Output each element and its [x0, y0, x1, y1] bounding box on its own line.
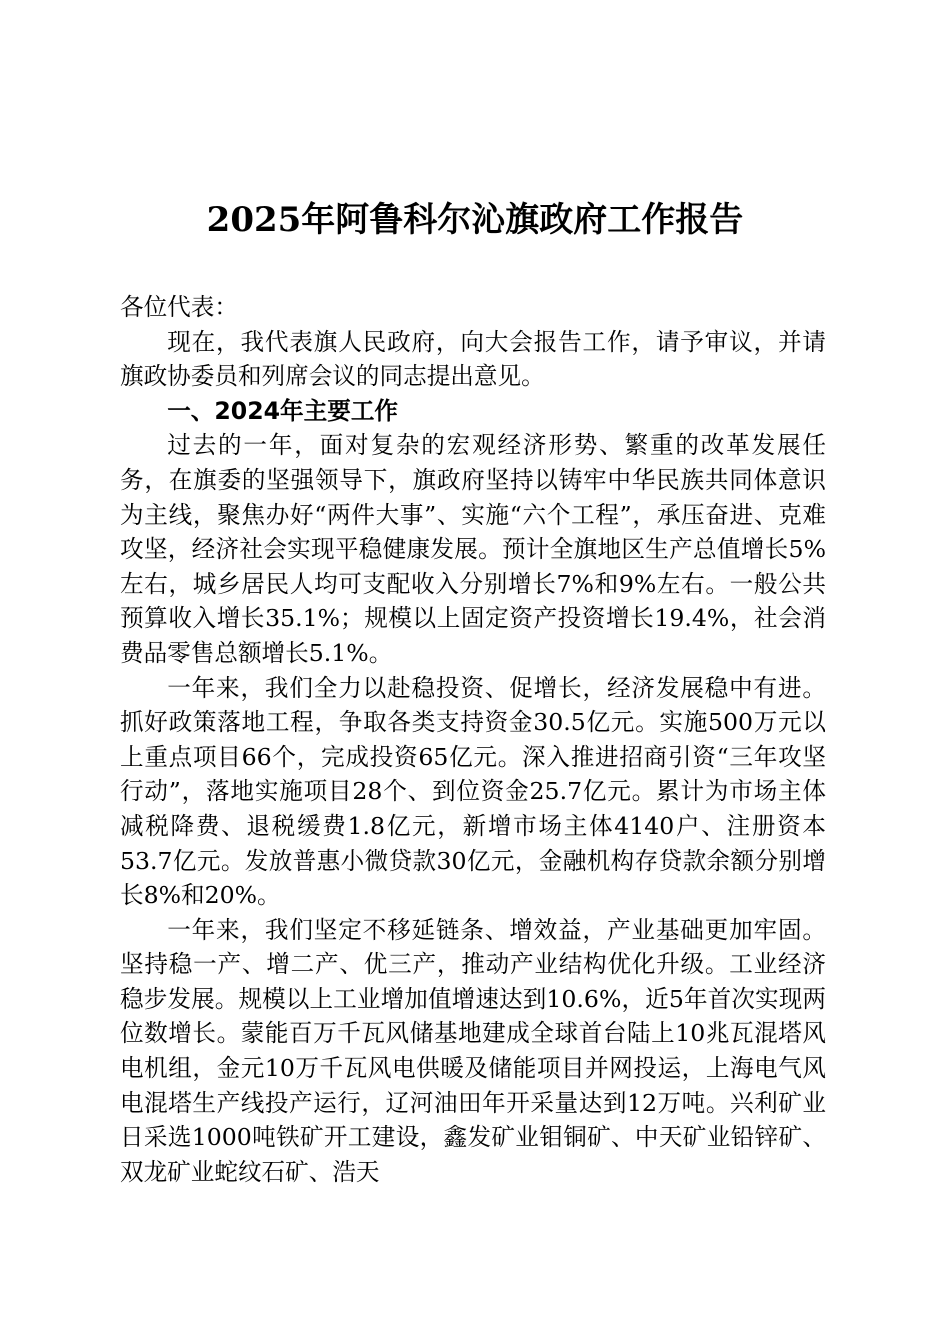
document-title: 2025年阿鲁科尔沁旗政府工作报告 — [206, 200, 744, 240]
section-heading: 一、2024年主要工作 — [167, 396, 399, 425]
section-paragraph-overview: 过去的一年，面对复杂的宏观经济形势、繁重的改革发展任务，在旗委的坚强领导下，旗政府坚持以铸牢中华民族共同体意识为主线，聚焦办好“两件大事”、实施“六个工程”，承压奋进、克难攻坚，经济社会实现平稳健康发展。预计全旗地区生产总值增长5%左右，城乡居民人均可支配收入分别增长7%和9%左右。一般公共预算收入增长35.1%；规模以上固定资产投资增长19.4%，社会消费品零售总额增长5.1%。 — [120, 431, 826, 667]
document-body — [120, 290, 826, 1189]
section-paragraph-industry: 一年来，我们坚定不移延链条、增效益，产业基础更加牢固。坚持稳一产、增二产、优三产，推动产业结构优化升级。工业经济稳步发展。规模以上工业增加值增速达到10.6%，近5年首次实现两位数增长。蒙能百万千瓦风储基地建成全球首台陆上10兆瓦混塔风电机组，金元10万千瓦风电供暖及储能项目并网投运，上海电气风电混塔生产线投产运行，辽河油田年开采量达到12万吨。兴利矿业日采选1000吨铁矿开工建设，鑫发矿业钼铜矿、中天矿业铅锌矿、双龙矿业蛇纹石矿、浩天 — [120, 915, 826, 1186]
intro-paragraph: 现在，我代表旗人民政府，向大会报告工作，请予审议，并请旗政协委员和列席会议的同志提出意见。 — [120, 327, 826, 391]
section-paragraph-investment: 一年来，我们全力以赴稳投资、促增长，经济发展稳中有进。抓好政策落地工程，争取各类支持资金30.5亿元。实施500万元以上重点项目66个，完成投资65亿元。深入推进招商引资“三年攻坚行动”，落地实施项目28个、到位资金25.7亿元。累计为市场主体减税降费、退税缓费1.8亿元，新增市场主体4140户、注册资本53.7亿元。发放普惠小微贷款30亿元，金融机构存贷款余额分别增长8%和20%。 — [120, 673, 826, 910]
salutation: 各位代表： — [120, 293, 238, 321]
